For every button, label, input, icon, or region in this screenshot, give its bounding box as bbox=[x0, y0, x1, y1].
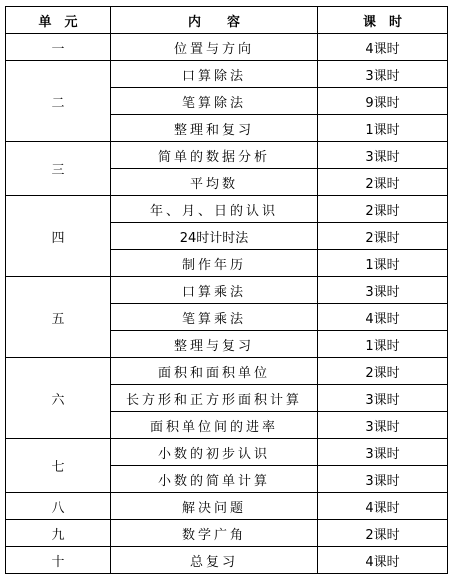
unit-cell: 七 bbox=[6, 439, 111, 493]
table-row bbox=[6, 142, 448, 169]
hours-cell: 2课时 bbox=[318, 223, 448, 250]
hours-cell: 3课时 bbox=[318, 466, 448, 493]
hours-cell: 1课时 bbox=[318, 115, 448, 142]
unit-cell: 八 bbox=[6, 493, 111, 520]
header-row bbox=[6, 7, 448, 34]
header-content: 内 容 bbox=[111, 7, 318, 34]
content-cell: 面积单位间的进率 bbox=[111, 412, 318, 439]
table-row bbox=[6, 61, 448, 88]
hours-cell: 3课时 bbox=[318, 61, 448, 88]
hours-cell: 2课时 bbox=[318, 520, 448, 547]
unit-cell: 二 bbox=[6, 61, 111, 142]
content-cell: 口算乘法 bbox=[111, 277, 318, 304]
table-row bbox=[6, 547, 448, 574]
table-row bbox=[6, 196, 448, 223]
hours-cell: 3课时 bbox=[318, 142, 448, 169]
content-cell: 解决问题 bbox=[111, 493, 318, 520]
table-row bbox=[6, 493, 448, 520]
content-cell: 平均数 bbox=[111, 169, 318, 196]
content-cell: 笔算乘法 bbox=[111, 304, 318, 331]
unit-cell: 三 bbox=[6, 142, 111, 196]
unit-cell: 四 bbox=[6, 196, 111, 277]
unit-cell: 六 bbox=[6, 358, 111, 439]
content-cell: 面积和面积单位 bbox=[111, 358, 318, 385]
content-cell: 年、月、日的认识 bbox=[111, 196, 318, 223]
content-cell: 口算除法 bbox=[111, 61, 318, 88]
hours-cell: 2课时 bbox=[318, 358, 448, 385]
hours-cell: 4课时 bbox=[318, 34, 448, 61]
content-cell: 位置与方向 bbox=[111, 34, 318, 61]
hours-cell: 2课时 bbox=[318, 169, 448, 196]
content-cell: 24时计时法 bbox=[111, 223, 318, 250]
table-row bbox=[6, 277, 448, 304]
table-row bbox=[6, 34, 448, 61]
hours-cell: 3课时 bbox=[318, 412, 448, 439]
header-hours: 课 时 bbox=[318, 7, 448, 34]
table-row bbox=[6, 358, 448, 385]
content-cell: 制作年历 bbox=[111, 250, 318, 277]
unit-cell: 十 bbox=[6, 547, 111, 574]
content-cell: 整理与复习 bbox=[111, 331, 318, 358]
hours-cell: 3课时 bbox=[318, 385, 448, 412]
content-cell: 长方形和正方形面积计算 bbox=[111, 385, 318, 412]
table-row bbox=[6, 439, 448, 466]
content-cell: 总复习 bbox=[111, 547, 318, 574]
hours-cell: 1课时 bbox=[318, 250, 448, 277]
hours-cell: 4课时 bbox=[318, 304, 448, 331]
hours-cell: 9课时 bbox=[318, 88, 448, 115]
content-cell: 小数的初步认识 bbox=[111, 439, 318, 466]
content-cell: 小数的简单计算 bbox=[111, 466, 318, 493]
curriculum-table bbox=[5, 6, 448, 574]
hours-cell: 4课时 bbox=[318, 547, 448, 574]
hours-cell: 1课时 bbox=[318, 331, 448, 358]
content-cell: 简单的数据分析 bbox=[111, 142, 318, 169]
hours-cell: 3课时 bbox=[318, 439, 448, 466]
unit-cell: 九 bbox=[6, 520, 111, 547]
hours-cell: 3课时 bbox=[318, 277, 448, 304]
content-cell: 笔算除法 bbox=[111, 88, 318, 115]
content-cell: 整理和复习 bbox=[111, 115, 318, 142]
hours-cell: 4课时 bbox=[318, 493, 448, 520]
hours-cell: 2课时 bbox=[318, 196, 448, 223]
table-row bbox=[6, 520, 448, 547]
content-cell: 数学广角 bbox=[111, 520, 318, 547]
unit-cell: 一 bbox=[6, 34, 111, 61]
unit-cell: 五 bbox=[6, 277, 111, 358]
header-unit: 单 元 bbox=[6, 7, 111, 34]
